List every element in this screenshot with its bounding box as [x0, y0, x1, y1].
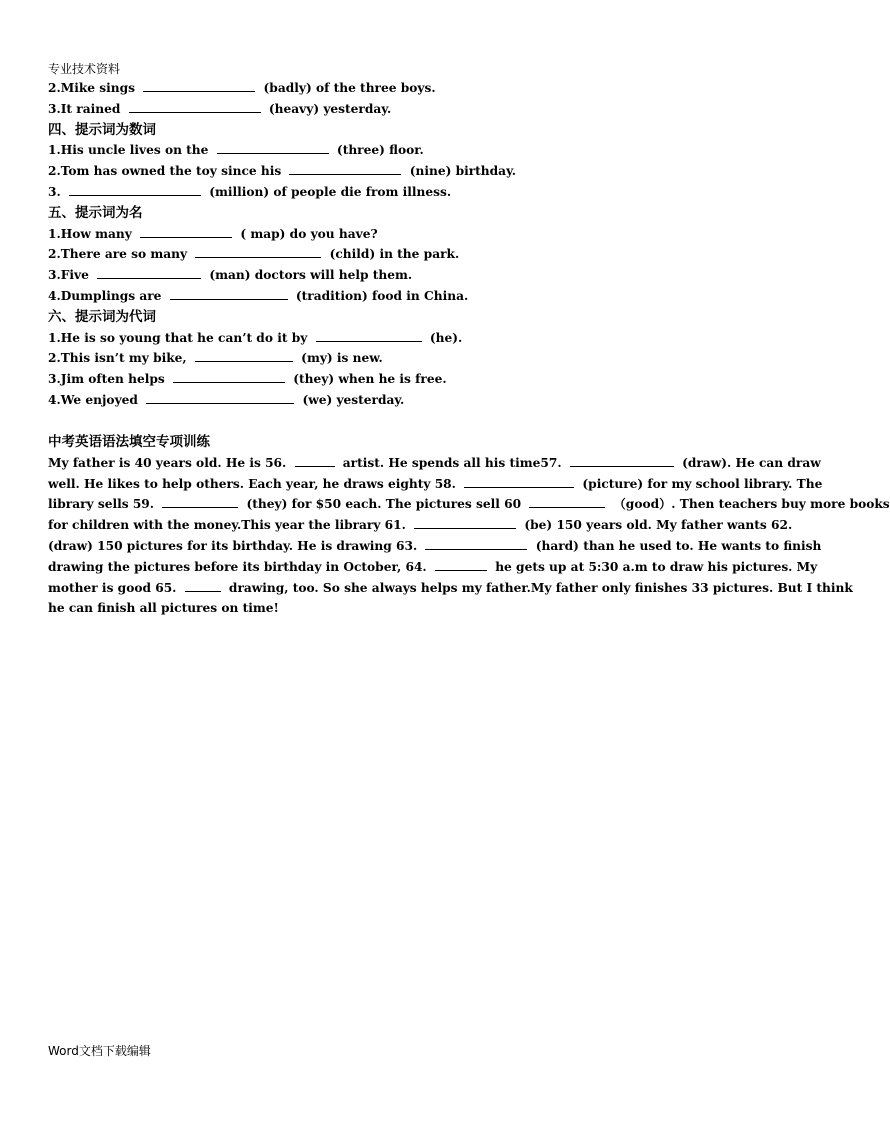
passage-text: (they) for $50 each. The pictures sell 60: [246, 497, 522, 512]
exercise-prompt: 2.Tom has owned the toy since his: [48, 164, 282, 179]
answer-blank[interactable]: [162, 494, 238, 508]
answer-blank[interactable]: [170, 286, 288, 300]
passage-text: he can finish all pictures on time!: [48, 601, 279, 616]
exercise-prompt: 2.This isn’t my bike,: [48, 351, 187, 366]
exercise-item: [48, 286, 784, 307]
passage-title: 中考英语语法填空专项训练: [48, 433, 210, 450]
passage-text: (draw) 150 pictures for its birthday. He is drawing 63.: [48, 538, 418, 553]
passage-text: mother is good 65.: [48, 580, 177, 595]
passage-line: [48, 557, 818, 578]
exercise-item: [48, 265, 784, 286]
answer-blank[interactable]: [414, 515, 516, 529]
pronoun-section-title: 六、提示词为代词: [48, 308, 156, 325]
exercise-prompt: 2.There are so many: [48, 247, 188, 262]
exercise-hint: (he).: [429, 330, 463, 345]
exercise-hint: (badly) of the three boys.: [263, 81, 436, 95]
exercise-item: [48, 348, 784, 369]
exercise-hint: ( map) do you have?: [240, 226, 378, 241]
answer-blank[interactable]: [570, 453, 674, 467]
answer-blank[interactable]: [195, 244, 321, 258]
passage-line: [48, 515, 793, 536]
exercise-prompt: 1.How many: [48, 226, 132, 241]
passage-text: artist. He spends all his time57.: [342, 455, 562, 470]
noun-section-title: 五、提示词为名: [48, 204, 143, 221]
passage-text: (be) 150 years old. My father wants 62.: [524, 518, 793, 533]
page-footer: Word文档下载编辑: [48, 1044, 151, 1058]
passage-text: well. He likes to help others. Each year, he draws eighty 58.: [48, 476, 456, 491]
exercise-prompt: 1.He is so young that he can’t do it by: [48, 330, 308, 345]
passage-text: (draw). He can draw: [682, 455, 821, 470]
exercise-hint: (we) yesterday.: [302, 392, 405, 407]
answer-blank[interactable]: [140, 224, 232, 238]
exercise-item: [48, 182, 784, 203]
exercise-prompt: 3.Five: [48, 268, 89, 283]
answer-blank[interactable]: [217, 140, 329, 154]
passage-text: (picture) for my school library. The: [582, 476, 823, 491]
exercise-hint: (heavy) yesterday.: [268, 101, 392, 116]
exercise-hint: (child) in the park.: [329, 247, 460, 262]
passage-line: [48, 494, 890, 515]
passage-text: （good）. Then teachers buy more books: [613, 497, 890, 512]
passage-text: he gets up at 5:30 a.m to draw his pictures. My: [495, 559, 818, 574]
exercise-prompt: 1.His uncle lives on the: [48, 143, 209, 158]
exercise-hint: (my) is new.: [301, 351, 383, 366]
passage-line: [48, 474, 823, 495]
answer-blank[interactable]: [146, 390, 294, 404]
exercise-hint: (nine) birthday.: [409, 164, 517, 179]
answer-blank[interactable]: [185, 578, 221, 592]
exercise-hint: (man) doctors will help them.: [209, 268, 413, 283]
passage-line: [48, 598, 784, 619]
page-header: 专业技术资料: [48, 62, 121, 76]
passage-text: (hard) than he used to. He wants to finish: [535, 538, 822, 553]
passage-text: library sells 59.: [48, 497, 155, 512]
exercise-item: [48, 328, 784, 349]
answer-blank[interactable]: [69, 182, 201, 196]
exercise-item: [48, 369, 784, 390]
exercise-hint: (tradition) food in China.: [295, 288, 469, 303]
answer-blank[interactable]: [97, 265, 201, 279]
adverb-exercises: [48, 78, 784, 120]
passage-text: My father is 40 years old. He is 56.: [48, 455, 287, 470]
worksheet-content: [48, 78, 890, 619]
exercise-prompt: 3.: [48, 184, 61, 199]
passage-text: drawing, too. So she always helps my father.My father only finishes 33 pictures. But I think: [228, 580, 853, 595]
exercise-prompt: 2.Mike sings: [48, 81, 136, 95]
answer-blank[interactable]: [464, 474, 574, 488]
exercise-hint: (three) floor.: [336, 143, 424, 158]
exercise-item: [48, 99, 784, 120]
cloze-passage: [48, 453, 890, 619]
answer-blank[interactable]: [173, 369, 285, 383]
noun-exercises: [48, 224, 784, 307]
exercise-prompt: 3.It rained: [48, 101, 121, 116]
exercise-item: [48, 78, 784, 99]
passage-line: [48, 536, 822, 557]
exercise-item: [48, 224, 784, 245]
answer-blank[interactable]: [195, 348, 293, 362]
passage-line: [48, 453, 821, 474]
answer-blank[interactable]: [435, 557, 487, 571]
answer-blank[interactable]: [529, 494, 605, 508]
answer-blank[interactable]: [316, 328, 422, 342]
exercise-prompt: 3.Jim often helps: [48, 372, 165, 387]
passage-text: drawing the pictures before its birthday in October, 64.: [48, 559, 427, 574]
answer-blank[interactable]: [129, 99, 261, 113]
pronoun-exercises: [48, 328, 784, 411]
exercise-prompt: 4.Dumplings are: [48, 288, 162, 303]
exercise-item: [48, 390, 784, 411]
answer-blank[interactable]: [289, 161, 401, 175]
passage-line: [48, 578, 853, 599]
answer-blank[interactable]: [295, 453, 335, 467]
numeral-exercises: [48, 140, 784, 202]
exercise-item: [48, 161, 784, 182]
exercise-item: [48, 244, 784, 265]
exercise-prompt: 4.We enjoyed: [48, 392, 138, 407]
numeral-section-title: 四、提示词为数词: [48, 121, 156, 138]
exercise-item: [48, 140, 784, 161]
exercise-hint: (they) when he is free.: [293, 372, 447, 387]
exercise-hint: (million) of people die from illness.: [209, 184, 452, 199]
answer-blank[interactable]: [143, 78, 255, 92]
answer-blank[interactable]: [425, 536, 527, 550]
passage-text: for children with the money.This year the library 61.: [48, 518, 406, 533]
